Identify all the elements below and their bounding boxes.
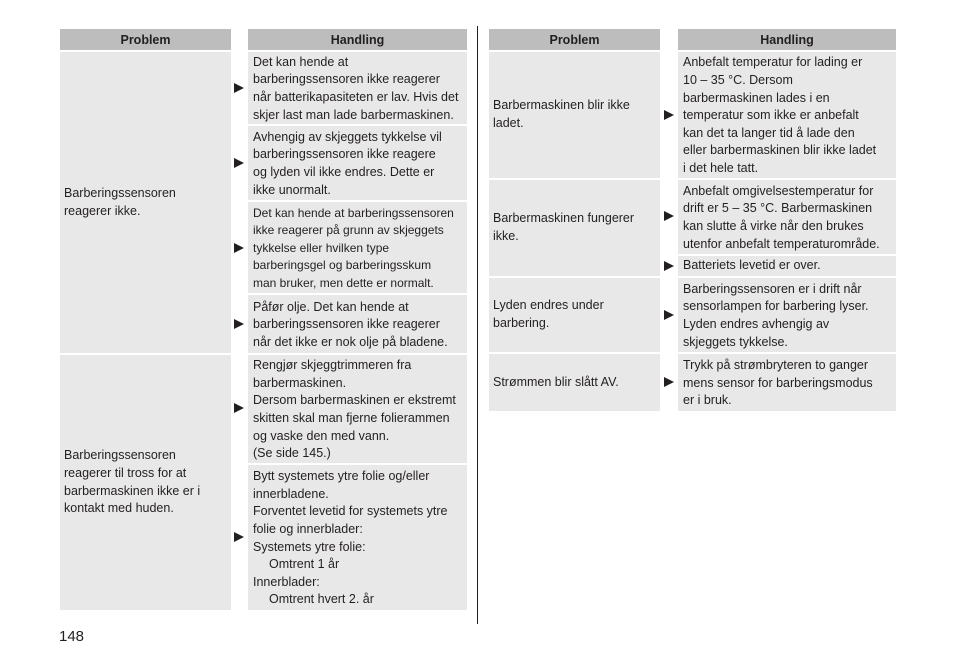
problem-cell: [489, 354, 660, 411]
action-line: kan det ta langer tid å lade den: [683, 125, 855, 140]
action-line: barberingssensoren ikke reagerer: [253, 317, 440, 332]
problem-line: reagerer til tross for at: [64, 465, 187, 480]
arrow-right-icon: [234, 243, 244, 253]
action-line: Barberingssensoren er i drift når: [683, 281, 862, 296]
action-line: Påfør olje. Det kan hende at: [253, 299, 409, 314]
action-line: barberingssensoren ikke reagerer: [253, 72, 440, 87]
problem-line: Barberingssensoren: [64, 448, 176, 463]
problem-line: Lyden endres under: [493, 298, 604, 313]
action-line: man bruker, men dette er normalt.: [253, 275, 434, 290]
action-line: når batterikapasiteten er lav. Hvis det: [253, 90, 459, 104]
problem-line: kontakt med huden.: [64, 501, 174, 516]
action-line: barberingssensoren ikke reagere: [253, 147, 436, 162]
action-cell: [678, 256, 896, 276]
left-problem-header: Problem: [60, 29, 231, 50]
action-line: ikke reagerer på grunn av skjeggets: [253, 223, 444, 238]
action-line: Rengjør skjeggtrimmeren fra: [253, 358, 412, 373]
action-line: Batteriets levetid er over.: [683, 258, 821, 273]
action-line: drift er 5 – 35 °C. Barbermaskinen: [683, 201, 873, 216]
action-line: er i bruk.: [683, 393, 732, 408]
action-cell: [678, 180, 896, 254]
action-line: og vaske den med vann.: [253, 428, 390, 443]
action-line: folie og innerblader:: [253, 521, 363, 536]
action-line: Omtrent 1 år: [269, 557, 340, 572]
arrow-right-icon: [234, 83, 244, 93]
action-line: Trykk på strømbryteren to ganger: [683, 358, 869, 373]
problem-cell: [489, 278, 660, 352]
action-line: skjer last man lade barbermaskinen.: [253, 107, 454, 122]
action-line: eller barbermaskinen blir ikke ladet: [683, 143, 877, 158]
action-line: kan slutte å virke når den brukes: [683, 219, 864, 233]
arrow-right-icon: [234, 158, 244, 168]
problem-line: barbermaskinen ikke er i: [64, 483, 201, 498]
action-line: skjeggets tykkelse.: [683, 334, 788, 349]
action-line: innerbladene.: [253, 486, 329, 501]
problem-line: barbering.: [493, 316, 550, 330]
action-cell: [248, 202, 467, 293]
action-line: barbermaskinen.: [253, 375, 347, 390]
action-cell: [678, 278, 896, 352]
problem-line: Barbermaskinen blir ikke: [493, 98, 630, 113]
right-problem-header: Problem: [489, 29, 660, 50]
arrow-right-icon: [664, 211, 674, 221]
action-cell: [248, 52, 467, 124]
action-line: Systemets ytre folie:: [253, 539, 366, 554]
problem-line: reagerer ikke.: [64, 203, 141, 218]
action-line: Avhengig av skjeggets tykkelse vil: [253, 129, 442, 144]
action-line: skitten skal man fjerne folierammen: [253, 411, 450, 425]
action-line: (Se side 145.): [253, 446, 331, 461]
problem-cell: [489, 180, 660, 276]
action-line: når det ikke er nok olje på bladene.: [253, 334, 448, 349]
action-line: utenfor anbefalt temperaturområde.: [683, 236, 880, 251]
arrow-right-icon: [664, 261, 674, 271]
action-cell: [678, 354, 896, 411]
action-cell: [248, 355, 467, 463]
arrow-right-icon: [234, 532, 244, 542]
left-action-header: Handling: [248, 29, 467, 50]
arrow-right-icon: [234, 319, 244, 329]
problem-line: ikke.: [493, 229, 519, 243]
action-line: 10 – 35 °C. Dersom: [683, 73, 793, 88]
problem-cell: [60, 355, 231, 610]
action-line: Omtrent hvert 2. år: [269, 592, 374, 607]
page-number: 148: [59, 628, 85, 645]
action-line: Dersom barbermaskinen er ekstremt: [253, 393, 456, 408]
column-divider: [477, 26, 478, 624]
problem-line: Barberingssensoren: [64, 185, 176, 200]
problem-cell: [60, 52, 231, 353]
action-line: tykkelse eller hvilken type: [253, 240, 390, 255]
action-line: barberingsgel og barberingsskum: [253, 258, 432, 273]
action-line: Anbefalt temperatur for lading er: [683, 55, 863, 70]
action-line: ikke unormalt.: [253, 182, 331, 197]
problem-line: Strømmen blir slått AV.: [493, 374, 619, 389]
arrow-right-icon: [664, 310, 674, 320]
problem-cell: [489, 52, 660, 178]
action-line: Lyden endres avhengig av: [683, 317, 830, 331]
action-cell: [678, 52, 896, 178]
action-line: Anbefalt omgivelsestemperatur for: [683, 183, 874, 198]
action-line: temperatur som ikke er anbefalt: [683, 108, 859, 123]
action-line: Innerblader:: [253, 574, 320, 589]
problem-line: ladet.: [493, 116, 524, 130]
action-cell: [248, 126, 467, 200]
action-line: Forventet levetid for systemets ytre: [253, 504, 448, 519]
action-line: i det hele tatt.: [683, 160, 759, 175]
action-cell: [248, 295, 467, 353]
action-line: mens sensor for barberingsmodus: [683, 375, 873, 390]
action-line: Det kan hende at barberingssensoren: [253, 205, 454, 220]
action-line: sensorlampen for barbering lyser.: [683, 299, 869, 314]
action-line: Det kan hende at: [253, 54, 349, 69]
action-line: Bytt systemets ytre folie og/eller: [253, 469, 430, 484]
action-line: og lyden vil ikke endres. Dette er: [253, 165, 435, 179]
arrow-right-icon: [664, 377, 674, 387]
problem-line: Barbermaskinen fungerer: [493, 211, 635, 226]
arrow-right-icon: [664, 110, 674, 120]
arrow-right-icon: [234, 403, 244, 413]
right-action-header: Handling: [678, 29, 896, 50]
action-cell: [248, 465, 467, 610]
action-line: barbermaskinen lades i en: [683, 90, 830, 105]
